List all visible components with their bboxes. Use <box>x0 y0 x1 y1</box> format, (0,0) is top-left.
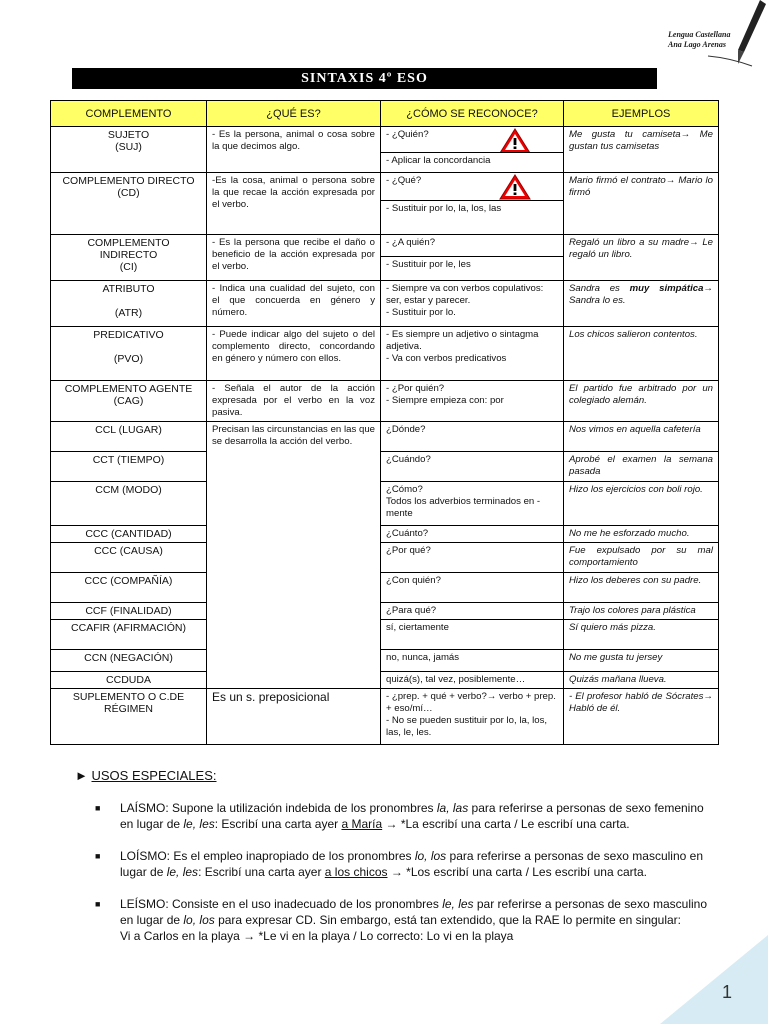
item-text: LOÍSMO: Es el empleo inapropiado de los pronombres <box>120 849 415 863</box>
row-name-cd <box>51 173 207 235</box>
row-definition: - Puede indicar algo del sujeto o del complemento directo, concordando en género y número con ellos. <box>207 327 381 381</box>
row-recognition-2: - Sustituir por lo, la, los, las <box>381 201 564 235</box>
row-name-ccm: CCM (MODO) <box>51 482 207 526</box>
table-header-row <box>51 101 719 127</box>
item-text: LEÍSMO: Consiste en el uso inadecuado de los pronombres <box>120 897 443 911</box>
row-recognition <box>381 689 564 745</box>
recognition-line-2: - Siempre empieza con: por <box>386 395 504 406</box>
fountain-pen-icon <box>700 0 768 70</box>
table-row <box>51 482 719 526</box>
item-italic: lo, los <box>414 849 447 863</box>
item-text: para referirse a personas de sexo femenino en lugar de <box>120 801 704 831</box>
table-row <box>51 573 719 603</box>
row-definition: - Es la persona, animal o cosa sobre la que decimos algo. <box>207 127 381 173</box>
row-example: Nos vimos en aquella cafetería <box>564 422 719 452</box>
corner-decoration <box>660 935 768 1024</box>
row-recognition-2: - Sustituir por le, les <box>381 257 564 281</box>
brand-line-2: Ana Lago Arenas <box>668 40 726 49</box>
row-name-suplemento <box>51 689 207 745</box>
usos-title: USOS ESPECIALES: <box>91 768 217 783</box>
row-recognition: sí, ciertamente <box>381 620 564 650</box>
row-name-pvo <box>51 327 207 381</box>
item-text: : Escribí una carta ayer <box>214 817 342 831</box>
row-name-ci <box>51 235 207 281</box>
row-recognition <box>381 127 564 153</box>
row-abbr: (SUJ) <box>115 141 142 153</box>
recognition-line-2: Todos los adverbios terminados en -mente <box>386 496 541 519</box>
row-example <box>564 281 719 327</box>
row-recognition: ¿Con quién? <box>381 573 564 603</box>
syntax-table <box>50 100 719 745</box>
table-row <box>51 422 719 452</box>
usos-list <box>95 800 715 960</box>
item-text: LAÍSMO: Supone la utilización indebida de los pronombres <box>120 801 437 815</box>
recognition-line: - ¿prep. + qué + verbo?→ verbo + prep. + eso/mí… <box>386 691 556 714</box>
example-text-2: → Sandra lo es. <box>569 283 713 306</box>
row-example: - El profesor habló de Sócrates→ Habló de él. <box>564 689 719 745</box>
table-row <box>51 603 719 620</box>
row-label: COMPLEMENTO AGENTE <box>64 383 193 395</box>
recognition-line: ¿Cómo? <box>386 484 423 495</box>
table-row <box>51 620 719 650</box>
row-abbr: (CAG) <box>113 395 144 407</box>
table-row <box>51 689 719 745</box>
row-label-2: RÉGIMEN <box>103 703 153 715</box>
table-row <box>51 327 719 381</box>
item-text: : Escribí una carta ayer <box>198 865 325 879</box>
page-title: SINTAXIS 4º ESO <box>72 68 657 89</box>
row-example: Trajo los colores para plástica <box>564 603 719 620</box>
row-name-ccc-cantidad: CCC (CANTIDAD) <box>51 526 207 543</box>
item-text: → *La escribí una carta / Le escribí una carta. <box>382 817 630 831</box>
header-complemento: COMPLEMENTO <box>51 101 207 127</box>
recognition-question: - ¿Qué? <box>386 175 422 186</box>
recognition-line-2: - No se pueden sustituir por lo, la, los, las, le, les. <box>386 715 548 738</box>
row-recognition <box>381 281 564 327</box>
row-example: El partido fue arbitrado por un colegiado alemán. <box>564 381 719 422</box>
table-row <box>51 173 719 201</box>
item-underline: a los chicos <box>324 865 388 879</box>
row-recognition: ¿Cuánto? <box>381 526 564 543</box>
row-example: No me he esforzado mucho. <box>564 526 719 543</box>
row-name-ccafir: CCAFIR (AFIRMACIÓN) <box>51 620 207 650</box>
row-label: PREDICATIVO <box>93 329 164 341</box>
recognition-line-2: - Va con verbos predicativos <box>386 353 507 364</box>
row-label: COMPLEMENTO <box>87 237 170 249</box>
row-definition: -Es la cosa, animal o persona sobre la que recae la acción expresada por el verbo. <box>207 173 381 235</box>
row-label: ATRIBUTO <box>102 283 155 295</box>
row-example: Hizo los deberes con su padre. <box>564 573 719 603</box>
row-definition: - Es la persona que recibe el daño o beneficio de la acción expresada por el verbo. <box>207 235 381 281</box>
recognition-line: - Siempre va con verbos copulativos: ser, estar y parecer. <box>386 283 544 306</box>
header-ejemplos: EJEMPLOS <box>564 101 719 127</box>
row-name-ccc-causa: CCC (CAUSA) <box>51 543 207 573</box>
row-label: SUPLEMENTO O C.DE <box>72 691 185 703</box>
row-name-cag <box>51 381 207 422</box>
recognition-line: - Es siempre un adjetivo o sintagma adjetiva. <box>386 329 539 352</box>
row-recognition <box>381 381 564 422</box>
table-row <box>51 235 719 257</box>
row-name-cct: CCT (TIEMPO) <box>51 452 207 482</box>
item-text: Vi a Carlos en la playa → *Le vi en la playa / Lo correcto: Lo vi en la playa <box>120 929 514 943</box>
row-label-2: INDIRECTO <box>99 249 158 261</box>
row-recognition: ¿Por qué? <box>381 543 564 573</box>
item-text: para expresar CD. Sin embargo, está tan extendido, que la RAE lo permite en singular: <box>214 913 682 927</box>
header-como-se-reconoce: ¿CÓMO SE RECONOCE? <box>381 101 564 127</box>
row-recognition: ¿Dónde? <box>381 422 564 452</box>
row-example: Sí quiero más pizza. <box>564 620 719 650</box>
item-text: para referirse a personas de sexo masculino en lugar de <box>120 849 703 879</box>
row-recognition <box>381 482 564 526</box>
square-bullet-icon: ■ <box>95 851 101 861</box>
row-example: Fue expulsado por su mal comportamiento <box>564 543 719 573</box>
row-name-ccn: CCN (NEGACIÓN) <box>51 650 207 672</box>
row-abbr: (CD) <box>117 187 140 199</box>
table-row <box>51 672 719 689</box>
row-example: Me gusta tu camiseta→ Me gustan tus camisetas <box>564 127 719 173</box>
row-recognition-2: - Aplicar la concordancia <box>381 153 564 173</box>
square-bullet-icon: ■ <box>95 899 101 909</box>
list-item <box>95 896 715 944</box>
row-name-ccf: CCF (FINALIDAD) <box>51 603 207 620</box>
item-text: par referirse a personas de sexo masculino en lugar de <box>120 897 707 927</box>
row-recognition <box>381 327 564 381</box>
recognition-question: - ¿Quién? <box>386 129 429 140</box>
item-italic: lo, los <box>183 913 215 927</box>
row-label: SUJETO <box>107 129 150 141</box>
row-recognition: ¿Cuándo? <box>381 452 564 482</box>
brand-line-1: Lengua Castellana <box>668 30 731 39</box>
row-name-ccduda: CCDUDA <box>51 672 207 689</box>
row-example: Hizo los ejercicios con boli rojo. <box>564 482 719 526</box>
example-bold: muy simpática <box>629 283 704 294</box>
recognition-line: - ¿Por quién? <box>386 383 445 394</box>
row-example: Los chicos salieron contentos. <box>564 327 719 381</box>
row-example: Quizás mañana llueva. <box>564 672 719 689</box>
row-abbr: (CI) <box>119 261 138 273</box>
row-name-ccl: CCL (LUGAR) <box>51 422 207 452</box>
row-name-ccc-compania: CCC (COMPAÑÍA) <box>51 573 207 603</box>
row-definition: - Señala el autor de la acción expresada por el verbo en la voz pasiva. <box>207 381 381 422</box>
row-recognition <box>381 173 564 201</box>
cc-definition: Precisan las circunstancias en las que se desarrolla la acción del verbo. <box>207 422 381 689</box>
table-row <box>51 526 719 543</box>
item-italic: le, les <box>166 865 199 879</box>
page-number: 1 <box>722 982 733 1002</box>
row-abbr: (ATR) <box>114 307 143 319</box>
item-italic: le, les <box>442 897 474 911</box>
table-row <box>51 650 719 672</box>
row-name-sujeto <box>51 127 207 173</box>
warning-icon <box>499 174 531 200</box>
table-row <box>51 127 719 153</box>
item-italic: la, las <box>436 801 469 815</box>
item-text: → *Los escribí una carta / Les escribí una carta. <box>387 865 647 879</box>
example-text: Sandra es <box>569 283 630 294</box>
row-abbr: (PVO) <box>113 353 144 365</box>
warning-icon <box>499 128 531 153</box>
row-recognition: quizá(s), tal vez, posiblemente… <box>381 672 564 689</box>
row-example: No me gusta tu jersey <box>564 650 719 672</box>
triangle-bullet-icon: ► <box>75 768 88 783</box>
table-row <box>51 281 719 327</box>
row-label: COMPLEMENTO DIRECTO <box>62 175 195 187</box>
row-definition: Es un s. preposicional <box>207 689 381 745</box>
item-italic: le, les <box>183 817 215 831</box>
usos-especiales-heading <box>75 768 217 783</box>
row-example: Aprobé el examen la semana pasada <box>564 452 719 482</box>
row-definition: - Indica una cualidad del sujeto, con el que concuerda en género y número. <box>207 281 381 327</box>
table-row <box>51 543 719 573</box>
row-name-atr <box>51 281 207 327</box>
recognition-line-2: - Sustituir por lo. <box>386 307 456 318</box>
row-recognition: - ¿A quién? <box>381 235 564 257</box>
header-que-es: ¿QUÉ ES? <box>207 101 381 127</box>
row-recognition: no, nunca, jamás <box>381 650 564 672</box>
row-example: Mario firmó el contrato→ Mario lo firmó <box>564 173 719 235</box>
table-row <box>51 452 719 482</box>
list-item <box>95 800 715 832</box>
square-bullet-icon: ■ <box>95 803 101 813</box>
item-underline: a María <box>341 817 383 831</box>
row-recognition: ¿Para qué? <box>381 603 564 620</box>
list-item <box>95 848 715 880</box>
table-row <box>51 381 719 422</box>
row-example: Regaló un libro a su madre→ Le regaló un libro. <box>564 235 719 281</box>
